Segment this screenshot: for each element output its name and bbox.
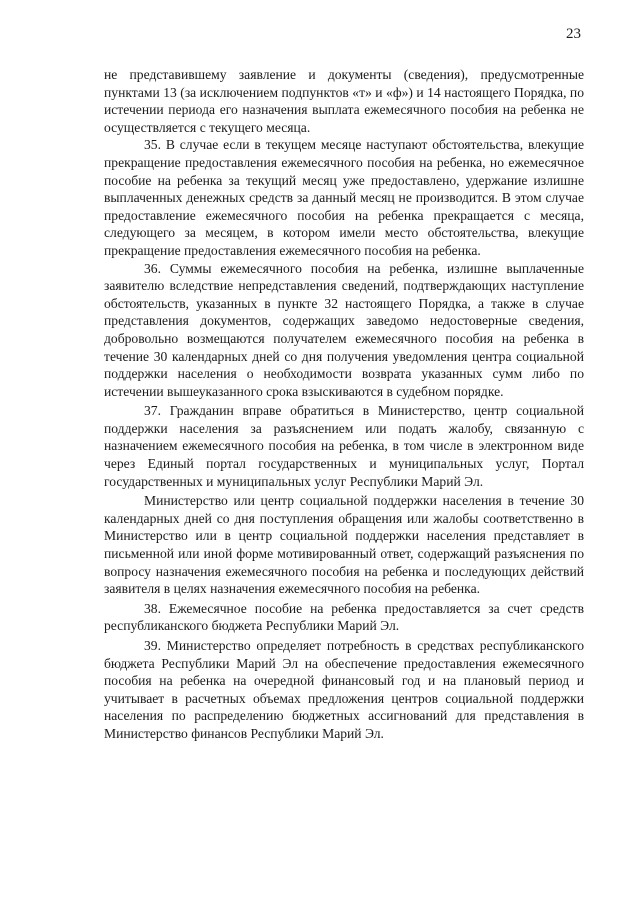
document-body (104, 66, 584, 743)
paragraph-35: 35. В случае если в текущем месяце наступают обстоятельства, влекущие прекращение предоставления ежемесячного пособия на ребенка, но ежемесячное пособие на ребенка за текущий месяц уже предоставлено, удержание излишне выплаченных денежных средств за данный месяц не производится. В этом случае предоставление ежемесячного пособия на ребенка прекращается с месяца, следующего за месяцем, в котором имели место обстоятельства, влекущие прекращение предоставления ежемесячного пособия на ребенка. (104, 137, 584, 258)
page-number: 23 (566, 26, 581, 42)
paragraph-37-response: Министерство или центр социальной поддержки населения в течение 30 календарных дней со дня поступления обращения или жалобы соответственно в Министерство или в центр социальной поддержки населения представляет в письменной или иной форме мотивированный ответ, содержащий разъяснения по вопросу назначения ежемесячного пособия на ребенка и последующих действий заявителя в целях назначения ежемесячного пособия на ребенка. (104, 493, 584, 597)
paragraph-36: 36. Суммы ежемесячного пособия на ребенка, излишне выплаченные заявителю вследствие непредставления сведений, подтверждающих наступление обстоятельств, указанных в пункте 32 настоящего Порядка, а также в случае представления документов, содержащих заведомо недостоверные сведения, добровольно возмещаются получателем ежемесячного пособия на ребенка в течение 30 календарных дней со дня получения уведомления центра социальной поддержки населения о необходимости возврата указанных сумм либо по истечении вышеуказанного срока взыскиваются в судебном порядке. (104, 260, 584, 399)
paragraph-continuation: не представившему заявление и документы (сведения), предусмотренные пунктами 13 (за исключением подпунктов «т» и «ф») и 14 настоящего Порядка, по истечении периода его назначения выплата ежемесячного пособия на ребенка не осуществляется с текущего месяца. (104, 67, 584, 135)
paragraph-38: 38. Ежемесячное пособие на ребенка предоставляется за счет средств республиканского бюджета Республики Марий Эл. (104, 600, 584, 634)
paragraph-39: 39. Министерство определяет потребность в средствах республиканского бюджета Республики Марий Эл на обеспечение предоставления ежемесячного пособия на ребенка на очередной финансовый год и на плановый период и учитывает в расчетных объемах предложения центров социальной поддержки населения по распределению бюджетных ассигнований для представления в Министерство финансов Республики Марий Эл. (104, 638, 584, 741)
paragraph-37: 37. Гражданин вправе обратиться в Министерство, центр социальной поддержки населения за разъяснением или подать жалобу, связанную с назначением ежемесячного пособия на ребенка, в том числе в электронном виде через Единый портал государственных и муниципальных услуг, Портал государственных и муниципальных услуг Республики Марий Эл. (104, 403, 584, 489)
